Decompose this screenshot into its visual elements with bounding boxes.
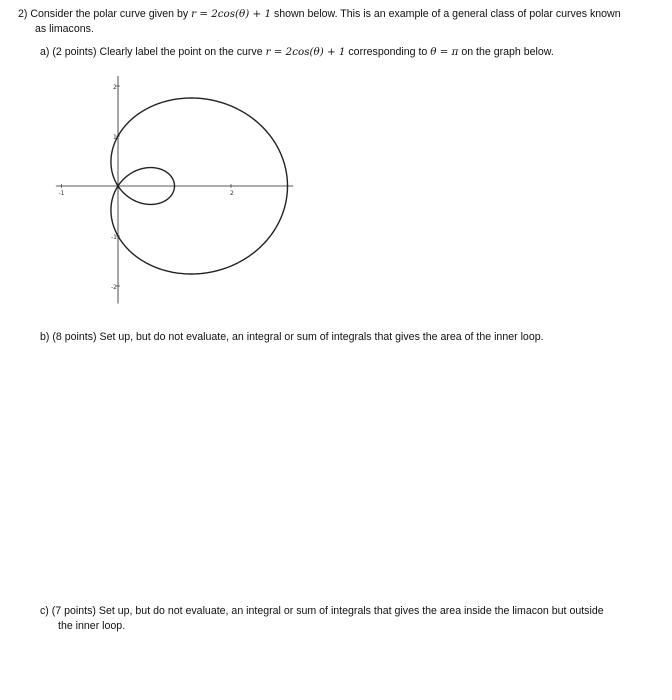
y-tick-label-neg2: -2 bbox=[111, 284, 117, 291]
part-a: a) (2 points) Clearly label the point on the curve r = 2cos(θ) + 1 corresponding to θ = π on the graph below. bbox=[40, 46, 554, 58]
y-tick-label-neg1: -1 bbox=[111, 234, 117, 241]
y-tick-label-2: 2 bbox=[113, 84, 117, 91]
limacon-graph bbox=[50, 70, 310, 310]
x-tick-label-neg1: -1 bbox=[58, 190, 65, 197]
part-c-text-line2: the inner loop. bbox=[58, 620, 126, 632]
question-intro-text: Consider the polar curve given by r = 2cos(θ) + 1 shown below. This is an example of a general class of polar curves known bbox=[30, 8, 621, 20]
question-number: 2) bbox=[18, 8, 28, 20]
part-a-theta: θ = π bbox=[430, 46, 459, 58]
question-intro-line2: as limacons. bbox=[35, 23, 94, 35]
part-b-text: Set up, but do not evaluate, an integral or sum of integrals that gives the area of the inner loop. bbox=[99, 331, 544, 343]
curve-equation: r = 2cos(θ) + 1 bbox=[191, 8, 271, 20]
part-a-label: a) bbox=[40, 46, 50, 58]
part-c-text-line1: Set up, but do not evaluate, an integral or sum of integrals that gives the area inside the limacon but outside bbox=[98, 605, 604, 617]
part-b-points: (8 points) bbox=[52, 331, 97, 343]
limacon-plot bbox=[50, 70, 310, 310]
x-tick-label-2: 2 bbox=[230, 190, 234, 197]
question-2 bbox=[18, 7, 666, 35]
part-c-points: (7 points) bbox=[51, 605, 96, 617]
part-c bbox=[40, 604, 660, 634]
part-c-label: c) bbox=[40, 605, 49, 617]
part-a-equation: r = 2cos(θ) + 1 bbox=[265, 46, 346, 58]
y-tick-label-1: 1 bbox=[113, 134, 117, 141]
part-a-points: (2 points) bbox=[52, 46, 97, 58]
part-b-label: b) bbox=[40, 331, 50, 343]
part-b bbox=[40, 330, 660, 345]
